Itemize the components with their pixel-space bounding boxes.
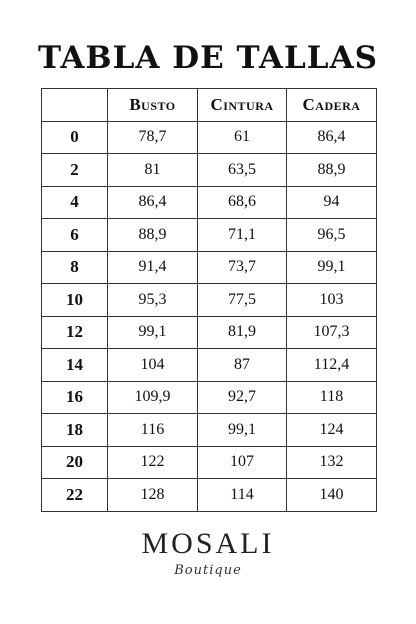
cell-busto: 81 [108,154,198,187]
cell-cintura: 81,9 [198,316,287,349]
cell-cadera: 112,4 [287,349,377,382]
cell-busto: 86,4 [108,186,198,219]
cell-cintura: 87 [198,349,287,382]
cell-busto: 128 [108,479,198,512]
cell-cintura: 68,6 [198,186,287,219]
column-header-busto: Busto [108,89,198,122]
cell-size: 2 [42,154,108,187]
cell-size: 6 [42,219,108,252]
cell-size: 18 [42,414,108,447]
table-row [42,381,377,414]
cell-size: 8 [42,251,108,284]
cell-cadera: 88,9 [287,154,377,187]
cell-busto: 116 [108,414,198,447]
cell-busto: 91,4 [108,251,198,284]
cell-cadera: 96,5 [287,219,377,252]
cell-cadera: 86,4 [287,121,377,154]
column-header-cadera: Cadera [287,89,377,122]
cell-cintura: 61 [198,121,287,154]
cell-cadera: 94 [287,186,377,219]
cell-size: 12 [42,316,108,349]
table-row [42,349,377,382]
cell-busto: 122 [108,446,198,479]
cell-busto: 88,9 [108,219,198,252]
cell-size: 10 [42,284,108,317]
page-title: TABLA DE TALLAS [37,40,379,76]
table-row [42,414,377,447]
cell-size: 14 [42,349,108,382]
cell-busto: 78,7 [108,121,198,154]
cell-cintura: 77,5 [198,284,287,317]
cell-size: 4 [42,186,108,219]
cell-size: 22 [42,479,108,512]
table-row [42,186,377,219]
table-row [42,316,377,349]
table-row [42,219,377,252]
brand-logo-subtitle: Boutique [174,563,242,578]
cell-cadera: 132 [287,446,377,479]
table-row [42,284,377,317]
column-header-cintura: Cintura [198,89,287,122]
cell-cintura: 114 [198,479,287,512]
cell-cadera: 140 [287,479,377,512]
cell-cadera: 124 [287,414,377,447]
column-header-size [42,89,108,122]
cell-cintura: 71,1 [198,219,287,252]
cell-busto: 109,9 [108,381,198,414]
cell-cadera: 107,3 [287,316,377,349]
cell-size: 16 [42,381,108,414]
cell-cintura: 99,1 [198,414,287,447]
table-body [42,121,377,511]
cell-size: 0 [42,121,108,154]
cell-busto: 99,1 [108,316,198,349]
brand-logo-name: MOSALI [141,527,275,560]
size-chart-table [41,88,377,512]
cell-busto: 95,3 [108,284,198,317]
cell-cintura: 63,5 [198,154,287,187]
cell-cadera: 103 [287,284,377,317]
table-row [42,479,377,512]
table-row [42,121,377,154]
cell-cintura: 107 [198,446,287,479]
table-header-row [42,89,377,122]
cell-cadera: 118 [287,381,377,414]
cell-cadera: 99,1 [287,251,377,284]
table-row [42,446,377,479]
table-row [42,251,377,284]
cell-busto: 104 [108,349,198,382]
cell-size: 20 [42,446,108,479]
cell-cintura: 92,7 [198,381,287,414]
cell-cintura: 73,7 [198,251,287,284]
table-row [42,154,377,187]
